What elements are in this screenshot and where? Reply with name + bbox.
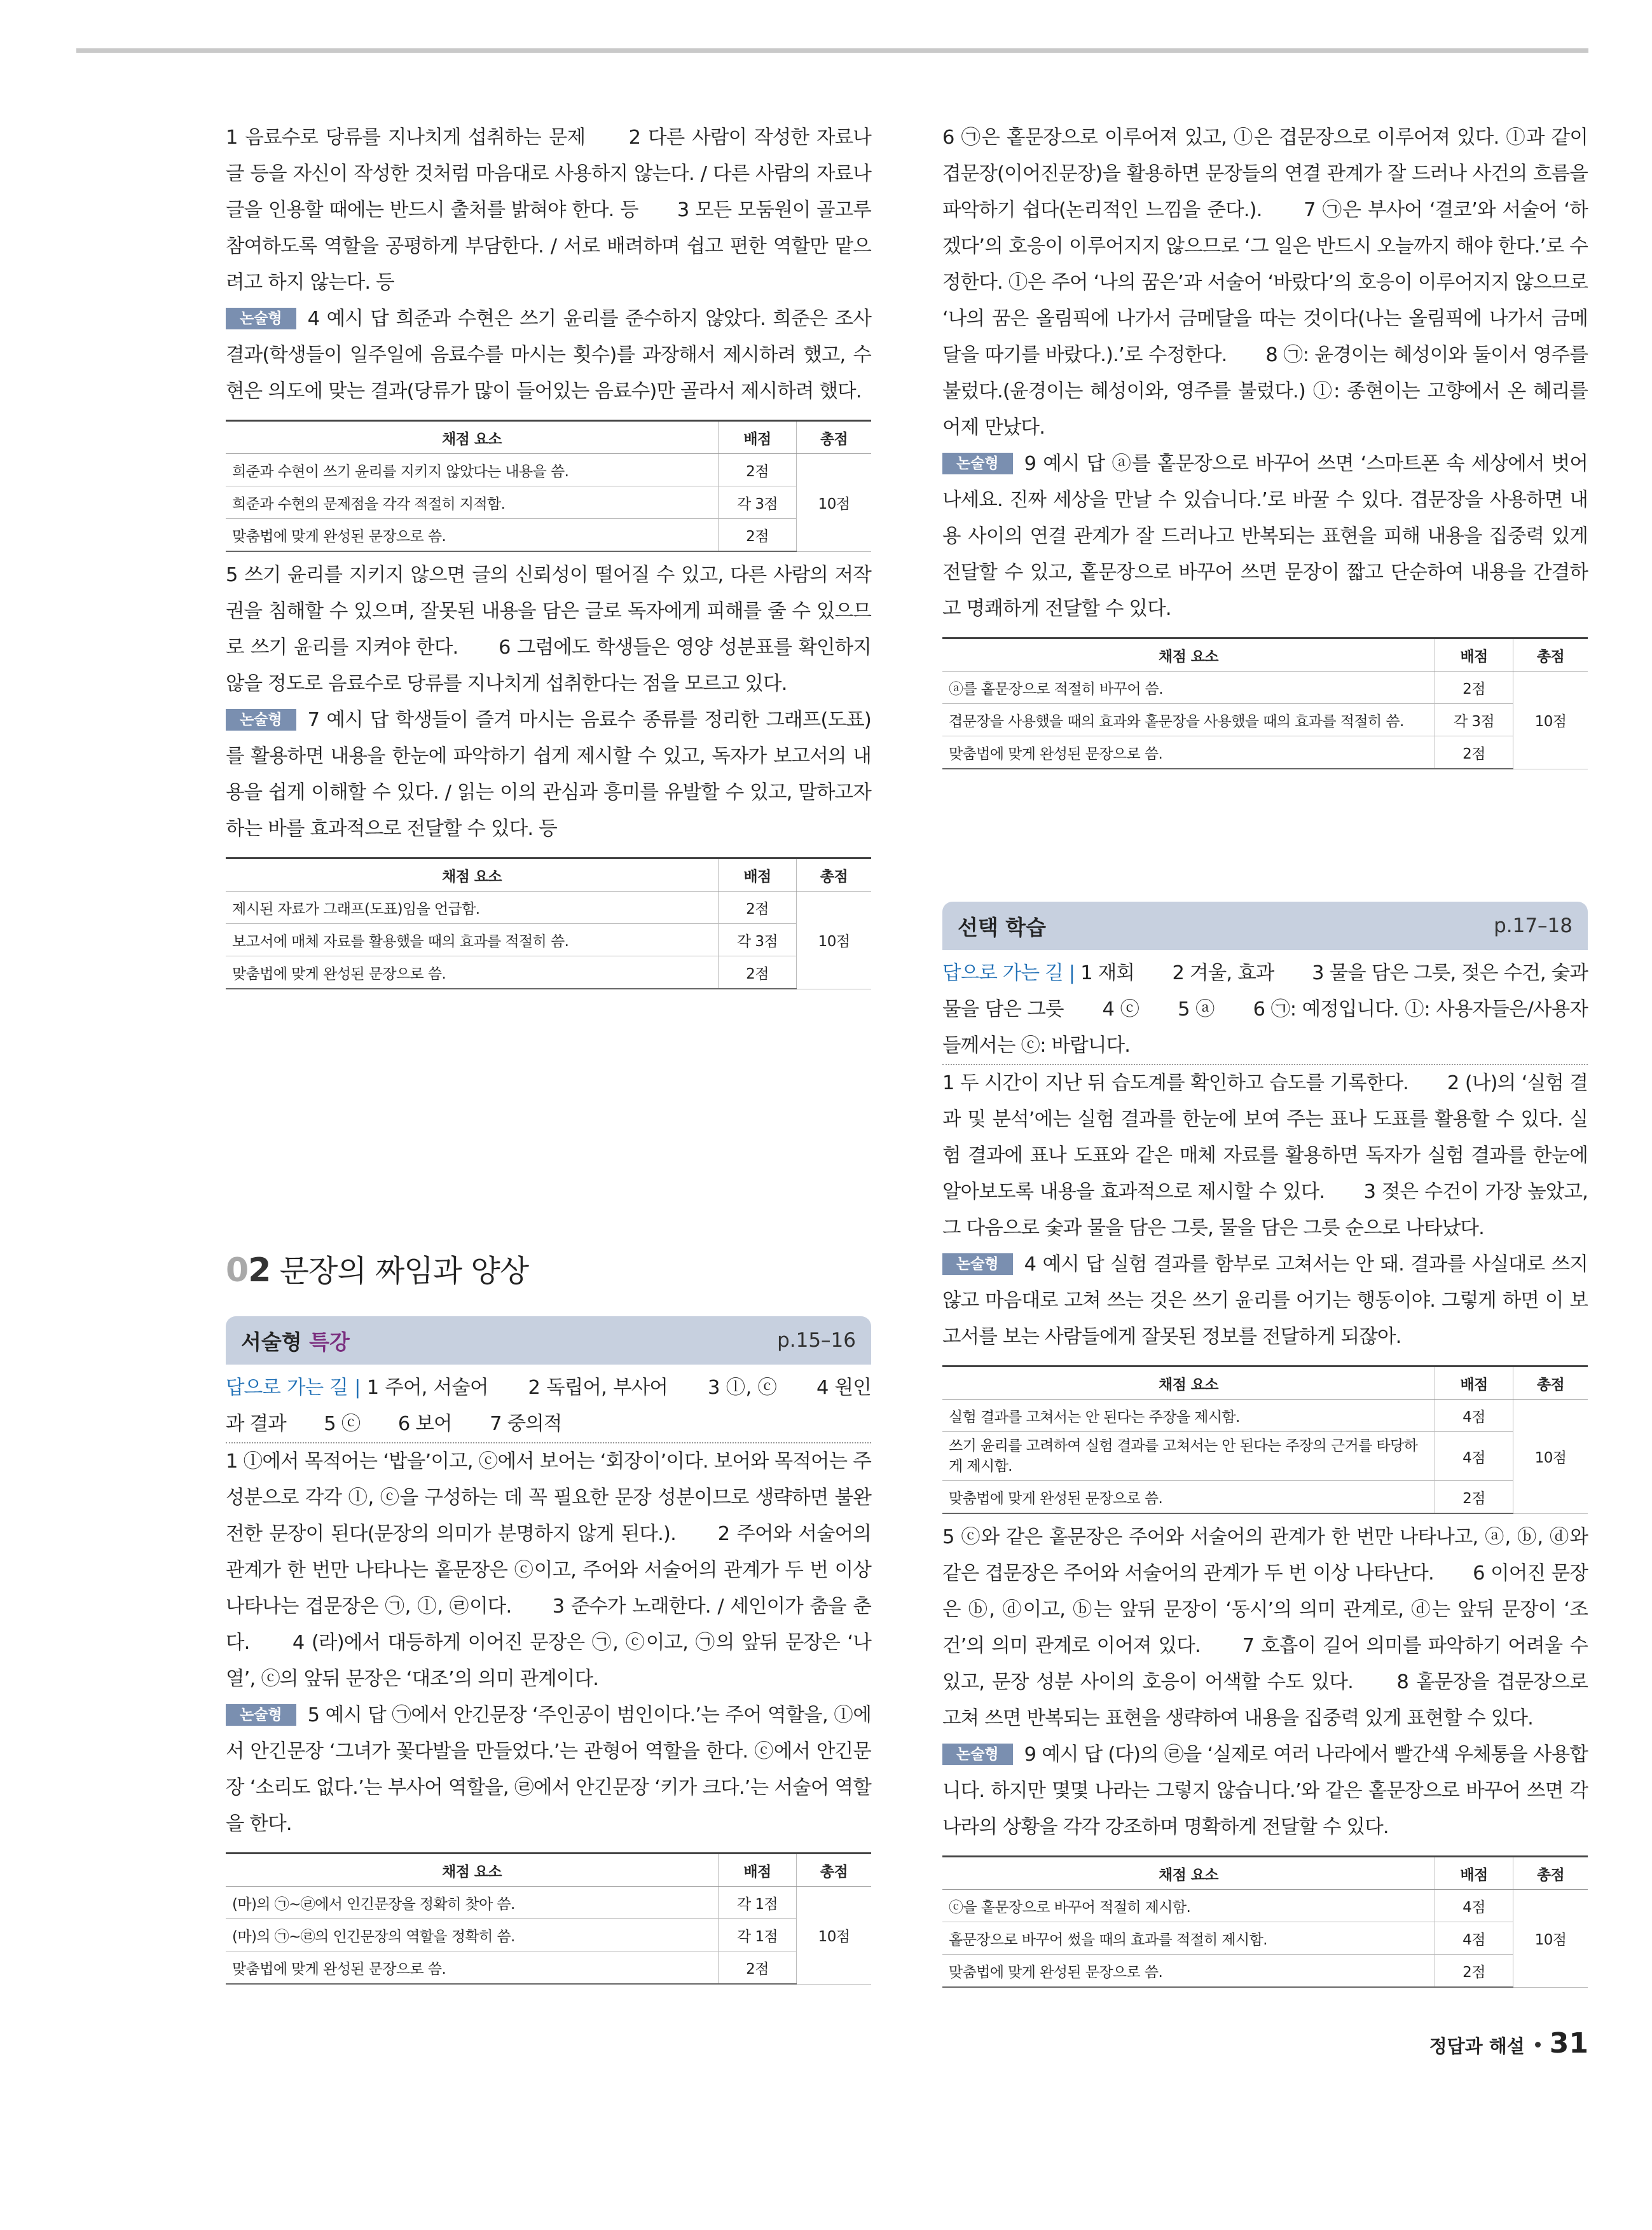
- total-cell: 10점: [797, 454, 872, 552]
- criterion-cell: (마)의 ㉠~㉣에서 인긴문장을 정확히 찾아 씀.: [226, 1887, 719, 1919]
- essay-tag: 논술형: [942, 1744, 1013, 1765]
- criterion-cell: 겹문장을 사용했을 때의 효과와 홑문장을 사용했을 때의 효과를 적절히 씀.: [942, 704, 1435, 736]
- criterion-cell: 맞춤법에 맞게 완성된 문장으로 씀.: [226, 519, 719, 552]
- score-cell: 각 1점: [719, 1919, 797, 1951]
- scoring-table: [942, 1855, 1588, 1988]
- col-header: 채점 요소: [226, 858, 719, 891]
- bullet-icon: [1535, 2042, 1541, 2048]
- essay-tag: 논술형: [226, 308, 296, 329]
- col-header: 배점: [719, 1854, 797, 1887]
- essay-tag: 논술형: [942, 453, 1013, 474]
- score-cell: 각 1점: [719, 1887, 797, 1919]
- score-cell: 4점: [1435, 1890, 1513, 1922]
- page-footer: [1429, 2027, 1588, 2060]
- bar-highlight: 특강: [309, 1329, 350, 1354]
- answer-text: 7 예시 답 학생들이 즐겨 마시는 음료수 종류를 정리한 그래프(도표)를 활용하면 내용을 한눈에 파악하기 쉽게 제시할 수 있고, 독자가 보고서의 내용을 쉽게 이해할 수 있다. / 읽는 이의 관심과 흥미를 유발할 수 있고, 말하고자 하는 바를 효과적으로 전달할 수 있다. 등: [226, 709, 871, 840]
- section-bar: [226, 1316, 871, 1365]
- score-cell: 2점: [1435, 1955, 1513, 1988]
- col-header: 채점 요소: [942, 1366, 1435, 1400]
- col-header: 총점: [1513, 638, 1588, 671]
- answer-paragraph: 1 음료수로 당류를 지나치게 섭취하는 문제 2 다른 사람이 작성한 자료나 글 등을 자신이 작성한 것처럼 마음대로 사용하지 않는다. / 다른 사람의 자료나 글을 인용할 때에는 반드시 출처를 밝혀야 한다. 등 3 모든 모둠원이 골고루 참여하도록 역할을 공평하게 부담한다. / 서로 배려하며 쉽고 편한 역할만 맡으려고 하지 않는다. 등: [226, 127, 871, 294]
- answer-text: 5 예시 답 ㉠에서 안긴문장 ‘주인공이 범인이다.’는 주어 역할을, ⓛ에서 안긴문장 ‘그녀가 꽃다발을 만들었다.’는 관형어 역할을 한다. ⓒ에서 안긴문장 ‘소리도 없다.’는 부사어 역할을, ㉣에서 안긴문장 ‘키가 크다.’는 서술어 역할을 한다.: [226, 1704, 871, 1835]
- page-range: p.17–18: [1494, 914, 1573, 937]
- criterion-cell: 실험 결과를 고쳐서는 안 된다는 주장을 제시함.: [942, 1400, 1435, 1432]
- bar-label: 서술형: [241, 1329, 302, 1354]
- col-header: 배점: [719, 421, 797, 454]
- guide-paragraph: [942, 955, 1588, 1065]
- scoring-table: [226, 1852, 871, 1985]
- criterion-cell: 맞춤법에 맞게 완성된 문장으로 씀.: [226, 1951, 719, 1985]
- page-number: 31: [1549, 2027, 1588, 2060]
- criterion-cell: (마)의 ㉠~㉣의 인긴문장의 역할을 정확히 씀.: [226, 1919, 719, 1951]
- total-cell: 10점: [1513, 1400, 1588, 1514]
- answer-text: 9 예시 답 ⓐ를 홑문장으로 바꾸어 쓰면 ‘스마트폰 속 세상에서 벗어나세요. 진짜 세상을 만날 수 있습니다.’로 바꿀 수 있다. 겹문장을 사용하면 내용 사이의 연결 관계가 잘 드러나고 반복되는 표현을 피해 내용을 집중력 있게 전달할 수 있고, 홑문장으로 바꾸어 쓰면 문장이 짧고 단순하여 내용을 간결하고 명쾌하게 전달할 수 있다.: [942, 453, 1588, 620]
- section-bar: [942, 902, 1588, 950]
- scoring-table: [942, 1365, 1588, 1514]
- left-column: [226, 120, 871, 995]
- essay-tag: 논술형: [226, 709, 296, 731]
- answer-paragraph: 1 ⓛ에서 목적어는 ‘밥을’이고, ⓒ에서 보어는 ‘회장이’이다. 보어와 목적어는 주성분으로 각각 ⓛ, ⓒ을 구성하는 데 꼭 필요한 문장 성분이므로 생략하면 불완전한 문장이 된다(문장의 의미가 분명하지 않게 된다.). 2 주어와 서술어의 관계가 한 번만 나타나는 홑문장은 ⓒ이고, 주어와 서술어의 관계가 두 번 이상 나타나는 겹문장은 ㉠, ⓛ, ㉣이다. 3 준수가 노래한다. / 세인이가 춤을 춘다. 4 (라)에서 대등하게 이어진 문장은 ㉠, ⓒ이고, ㉠의 앞뒤 문장은 ‘나열’, ⓒ의 앞뒤 문장은 ‘대조’의 의미 관계이다.: [226, 1450, 871, 1690]
- score-cell: 2점: [719, 454, 797, 486]
- criterion-cell: 맞춤법에 맞게 완성된 문장으로 씀.: [942, 1481, 1435, 1514]
- criterion-cell: 쓰기 윤리를 고려하여 실험 결과를 고쳐서는 안 된다는 주장의 근거를 타당하게 제시함.: [942, 1432, 1435, 1481]
- col-header: 총점: [797, 421, 872, 454]
- footer-label: 정답과 해설: [1429, 2035, 1525, 2057]
- criterion-cell: 홑문장으로 바꾸어 썼을 때의 효과를 적절히 제시함.: [942, 1922, 1435, 1955]
- answer-paragraph: [226, 1697, 871, 1842]
- criterion-cell: 제시된 자료가 그래프(도표)임을 언급함.: [226, 891, 719, 924]
- score-cell: 2점: [1435, 1481, 1513, 1514]
- section-heading: 문장의 짜임과 양상: [279, 1253, 529, 1289]
- answer-paragraph: 6 ㉠은 홑문장으로 이루어져 있고, ⓛ은 겹문장으로 이루어져 있다. ⓛ과 같이 겹문장(이어진문장)을 활용하면 문장들의 연결 관계가 잘 드러나 사건의 흐름을 파악하기 쉽다(논리적인 느낌을 준다.). 7 ㉠은 부사어 ‘결코’와 서술어 ‘하겠다’의 호응이 이루어지지 않으므로 ‘그 일은 반드시 오늘까지 해야 한다.’로 수정한다. ⓛ은 주어 ‘나의 꿈은’과 서술어 ‘바랐다’의 호응이 이루어지지 않으므로 ‘나의 꿈은 올림픽에 나가서 금메달을 따는 것이다(나는 올림픽에 나가서 금메달을 따기를 바랐다.).’로 수정한다. 8 ㉠: 윤경이는 혜성이와 둘이서 영주를 불렀다.(윤경이는 혜성이와, 영주를 불렀다.) ⓛ: 종현이는 고향에서 온 혜리를 어제 만났다.: [942, 127, 1588, 439]
- score-cell: 2점: [719, 1951, 797, 1985]
- score-cell: 4점: [1435, 1922, 1513, 1955]
- right-column-lower: [942, 902, 1588, 1993]
- criterion-cell: ⓒ을 홑문장으로 바꾸어 적절히 제시함.: [942, 1890, 1435, 1922]
- col-header: 총점: [1513, 1857, 1588, 1890]
- col-header: 총점: [797, 858, 872, 891]
- total-cell: 10점: [1513, 1890, 1588, 1988]
- page-range: p.15–16: [777, 1329, 856, 1352]
- total-cell: 10점: [1513, 671, 1588, 769]
- guide-label: 답으로 가는 길 |: [226, 1377, 361, 1399]
- score-cell: 각 3점: [1435, 704, 1513, 736]
- col-header: 총점: [1513, 1366, 1588, 1400]
- guide-text: 1 재회 2 겨울, 효과 3 물을 담은 그릇, 젖은 수건, 숯과 물을 담은 그릇 4 ⓒ 5 ⓐ 6 ㉠: 예정입니다. ⓛ: 사용자들은/사용자들께서는 ⓒ: 바랍니다.: [942, 962, 1588, 1057]
- col-header: 배점: [1435, 638, 1513, 671]
- right-column: [942, 120, 1588, 774]
- answer-paragraph: 5 ⓒ와 같은 홑문장은 주어와 서술어의 관계가 한 번만 나타나고, ⓐ, ⓑ, ⓓ와 같은 겹문장은 주어와 서술어의 관계가 두 번 이상 나타난다. 6 이어진 문장은 ⓑ, ⓓ이고, ⓑ는 앞뒤 문장이 ‘동시’의 의미 관계로, ⓓ는 앞뒤 문장이 ‘조건’의 의미 관계로 이어져 있다. 7 호흡이 길어 의미를 파악하기 어려울 수 있고, 문장 성분 사이의 호응이 어색할 수도 있다. 8 홑문장을 겹문장으로 고쳐 쓰면 반복되는 표현을 생략하여 내용을 집중력 있게 표현할 수 있다.: [942, 1526, 1588, 1730]
- essay-tag: 논술형: [226, 1704, 296, 1726]
- left-column-lower: [226, 1316, 871, 1990]
- score-cell: 4점: [1435, 1400, 1513, 1432]
- score-cell: 2점: [719, 519, 797, 552]
- score-cell: 2점: [719, 956, 797, 989]
- criterion-cell: 맞춤법에 맞게 완성된 문장으로 씀.: [942, 736, 1435, 769]
- answer-paragraph: [942, 446, 1588, 627]
- scoring-table: [226, 857, 871, 989]
- answer-paragraph: 1 두 시간이 지난 뒤 습도계를 확인하고 습도를 기록한다. 2 (나)의 ‘실험 결과 및 분석’에는 실험 결과를 한눈에 보여 주는 표나 도표를 활용할 수 있다. 실험 결과에 표나 도표와 같은 매체 자료를 활용하면 독자가 실험 결과를 한눈에 알아보도록 내용을 효과적으로 제시할 수 있다. 3 젖은 수건이 가장 높았고, 그 다음으로 숯과 물을 담은 그릇, 물을 담은 그릇 순으로 나타났다.: [942, 1072, 1588, 1239]
- essay-tag: 논술형: [942, 1253, 1013, 1275]
- answer-paragraph: 5 쓰기 윤리를 지키지 않으면 글의 신뢰성이 떨어질 수 있고, 다른 사람의 저작권을 침해할 수 있으며, 잘못된 내용을 담은 글로 독자에게 피해를 줄 수 있으므로 쓰기 윤리를 지켜야 한다. 6 그럼에도 학생들은 영양 성분표를 확인하지 않을 정도로 음료수로 당류를 지나치게 섭취한다는 점을 모르고 있다.: [226, 564, 872, 695]
- col-header: 채점 요소: [226, 421, 719, 454]
- criterion-cell: 희준과 수현의 문제점을 각각 적절히 지적함.: [226, 486, 719, 519]
- score-cell: 4점: [1435, 1432, 1513, 1481]
- answer-paragraph: [226, 702, 871, 847]
- scoring-table: [942, 637, 1588, 769]
- answer-paragraph: [942, 1246, 1588, 1355]
- guide-text: 1 주어, 서술어 2 독립어, 부사어 3 ⓛ, ⓒ 4 원인과 결과 5 ⓒ 6 보어 7 중의적: [226, 1377, 871, 1435]
- guide-label: 답으로 가는 길 |: [942, 962, 1075, 984]
- section-title: [226, 1246, 528, 1290]
- col-header: 배점: [719, 858, 797, 891]
- guide-paragraph: [226, 1370, 871, 1443]
- criterion-cell: ⓐ를 홑문장으로 적절히 바꾸어 씀.: [942, 671, 1435, 704]
- col-header: 채점 요소: [942, 1857, 1435, 1890]
- criterion-cell: 맞춤법에 맞게 완성된 문장으로 씀.: [942, 1955, 1435, 1988]
- score-cell: 2점: [1435, 736, 1513, 769]
- answer-text: 4 예시 답 실험 결과를 함부로 고쳐서는 안 돼. 결과를 사실대로 쓰지 않고 마음대로 고쳐 쓰는 것은 쓰기 윤리를 어기는 행동이야. 그렇게 하면 이 보고서를 보는 사람들에게 잘못된 정보를 전달하게 되잖아.: [942, 1253, 1588, 1348]
- top-rule: [76, 48, 1588, 53]
- answer-text: 4 예시 답 희준과 수현은 쓰기 윤리를 준수하지 않았다. 희준은 조사 결과(학생들이 일주일에 음료수를 마시는 횟수)를 과장해서 제시하려 했고, 수현은 의도에 맞는 결과(당류가 많이 들어있는 음료수)만 골라서 제시하려 했다.: [226, 308, 871, 403]
- bar-label: 선택 학습: [958, 914, 1047, 940]
- score-cell: 각 3점: [719, 924, 797, 956]
- score-cell: 각 3점: [719, 486, 797, 519]
- answer-paragraph: [226, 301, 871, 410]
- section-number: 2: [248, 1251, 271, 1290]
- col-header: 총점: [797, 1854, 872, 1887]
- criterion-cell: 맞춤법에 맞게 완성된 문장으로 씀.: [226, 956, 719, 989]
- col-header: 배점: [1435, 1366, 1513, 1400]
- score-cell: 2점: [719, 891, 797, 924]
- answer-text: 9 예시 답 (다)의 ㉣을 ‘실제로 여러 나라에서 빨간색 우체통을 사용합니다. 하지만 몇몇 나라는 그렇지 않습니다.’와 같은 홑문장으로 바꾸어 쓰면 각 나라의 상황을 각각 강조하며 명확하게 전달할 수 있다.: [942, 1744, 1588, 1838]
- total-cell: 10점: [797, 1887, 872, 1985]
- scoring-table: [226, 420, 871, 552]
- section-number: 0: [226, 1251, 249, 1290]
- col-header: 채점 요소: [226, 1854, 719, 1887]
- total-cell: 10점: [797, 891, 872, 989]
- criterion-cell: 보고서에 매체 자료를 활용했을 때의 효과를 적절히 씀.: [226, 924, 719, 956]
- col-header: 배점: [1435, 1857, 1513, 1890]
- criterion-cell: 희준과 수현이 쓰기 윤리를 지키지 않았다는 내용을 씀.: [226, 454, 719, 486]
- score-cell: 2점: [1435, 671, 1513, 704]
- answer-paragraph: [942, 1737, 1588, 1845]
- col-header: 채점 요소: [942, 638, 1435, 671]
